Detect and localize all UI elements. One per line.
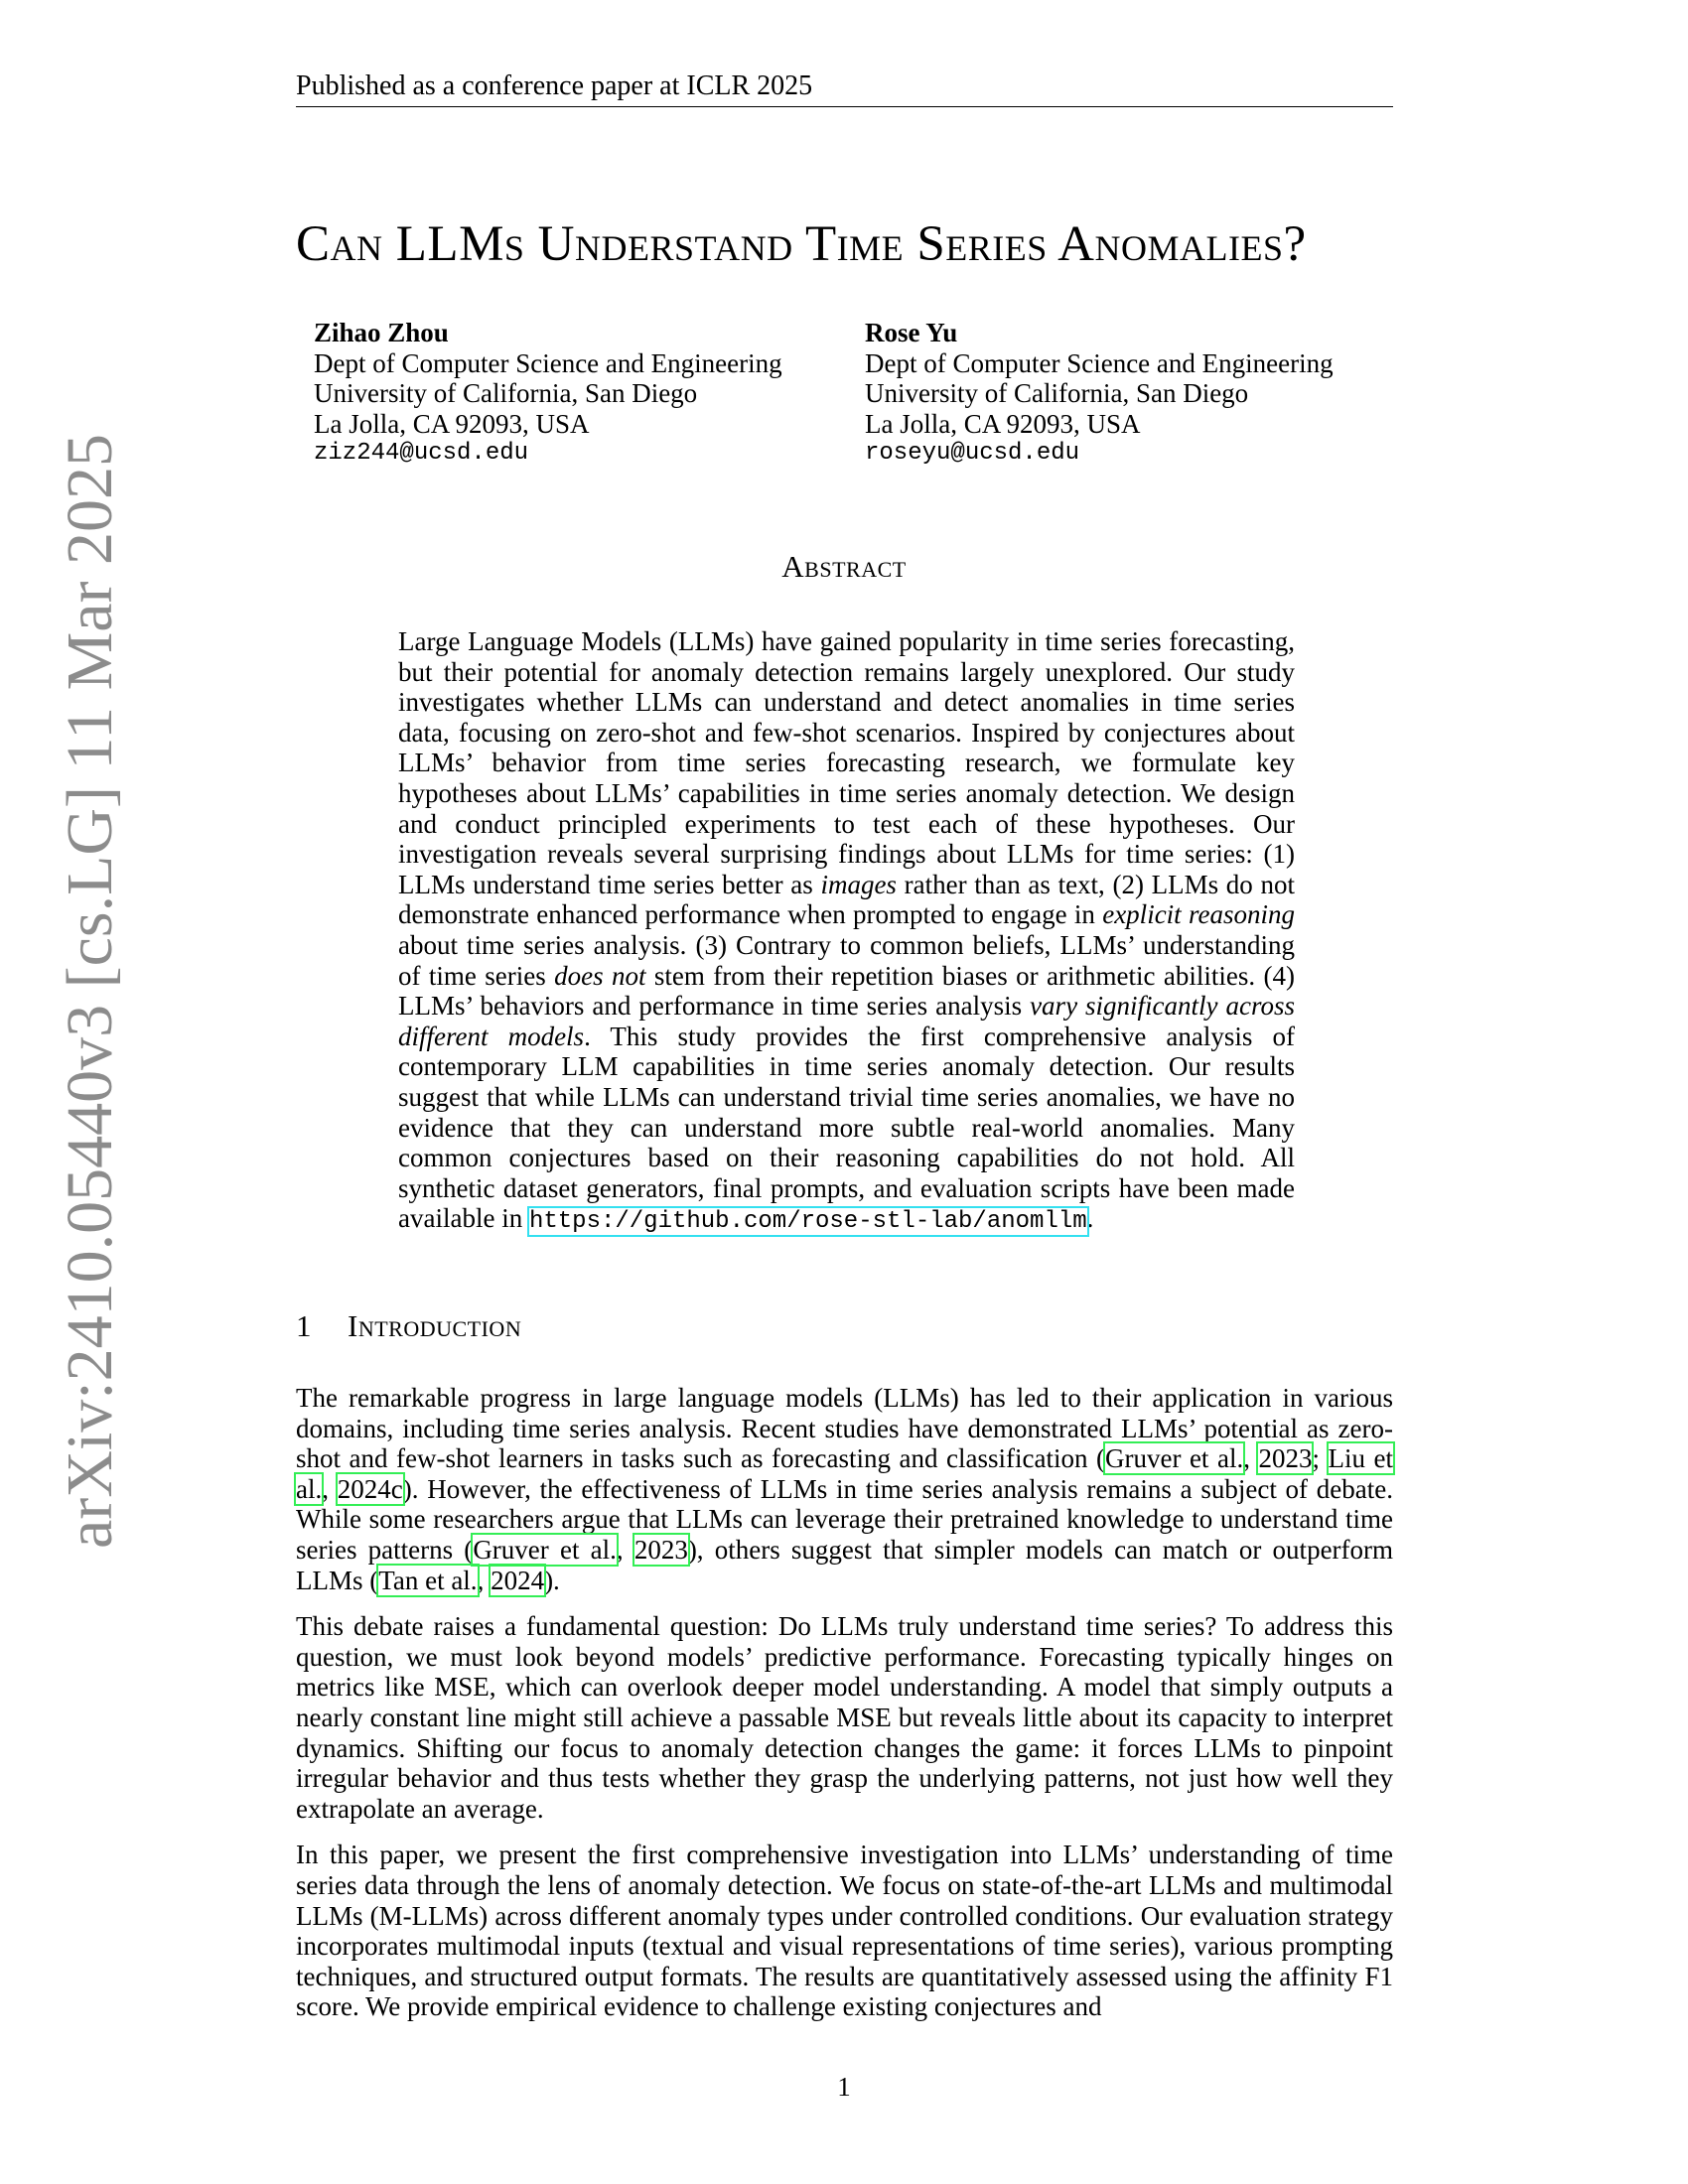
abstract-text: stem from their repetition biases or arithmetic abilities. (4) LLMs’ behaviors and performance in time series analysis [398, 960, 1295, 1022]
abstract-emphasis: vary significantly across different models [398, 991, 1295, 1051]
author-block-1 [314, 318, 782, 470]
citation-link[interactable]: Gruver et al. [473, 1534, 617, 1565]
citation-link[interactable]: Tan et al. [378, 1565, 478, 1595]
citation-link[interactable]: Liu et al. [296, 1443, 1394, 1504]
abstract-text: rather than as text, (2) LLMs do not demonstrate enhanced performance when prompted to engage in [398, 869, 1295, 930]
citation-link[interactable]: 2023 [1258, 1443, 1313, 1474]
author-name: Zihao Zhou [314, 318, 449, 347]
paragraph-text: , [477, 1565, 492, 1595]
abstract-text: about time series analysis. (3) Contrary to common beliefs, LLMs’ understanding of time series [398, 929, 1295, 991]
paper-title: Can LLMs Understand Time Series Anomalies? [296, 216, 1307, 272]
introduction-body [296, 1383, 1393, 2038]
paragraph-text: ). [544, 1565, 560, 1595]
author-address: La Jolla, CA 92093, USA [865, 408, 1141, 439]
section-heading-introduction [296, 1308, 521, 1344]
citation-link[interactable]: Gruver et al. [1104, 1443, 1244, 1474]
abstract-heading: Abstract [781, 549, 907, 584]
page-number: 1 [837, 2072, 851, 2102]
paragraph: This debate raises a fundamental question: Do LLMs truly understand time series? To address this question, we must look beyond models’ predictive performance. Forecasting typically hinges on metrics like MSE, which can overlook deeper model understanding. A model that simply outputs a nearly constant line might still achieve a passable MSE but reveals little about its capacity to interpret dynamics. Shifting our focus to anomaly detection changes the game: it forces LLMs to pinpoint irregular behavior and thus tests whether they grasp the underlying patterns, not just how well they extrapolate an average. [296, 1611, 1393, 1824]
paragraph-text: ). However, the effectiveness of LLMs in time series analysis remains a subject of debate. While some researchers argue that LLMs can leverage their pretrained knowledge to understand time series patterns ( [296, 1473, 1393, 1565]
paragraph-text: , [322, 1473, 338, 1504]
github-link[interactable]: https://github.com/rose-stl-lab/anomllm [528, 1208, 1087, 1236]
paragraph-text: The remarkable progress in large language models (LLMs) has led to their application in various domains, including time series analysis. Recent studies have demonstrated LLMs’ potential as zero-shot and few-shot learners in tasks such as forecasting and classification ( [296, 1383, 1393, 1474]
author-address: La Jolla, CA 92093, USA [314, 408, 590, 439]
section-title: Introduction [348, 1308, 522, 1343]
abstract-emphasis: explicit reasoning [1102, 899, 1295, 930]
abstract-emphasis: images [820, 869, 897, 899]
author-name: Rose Yu [865, 318, 958, 347]
citation-link[interactable]: 2023 [633, 1534, 688, 1565]
header-rule [296, 106, 1393, 107]
paragraph-text: ; [1312, 1443, 1329, 1474]
author-email: roseyu@ucsd.edu [865, 440, 1080, 467]
citation-link[interactable]: 2024 [491, 1565, 545, 1595]
citation-link[interactable]: 2024c [337, 1473, 403, 1504]
author-dept: Dept of Computer Science and Engineering [865, 347, 1334, 378]
abstract-text: . This study provides the first comprehensive analysis of contemporary LLM capabilities in time series anomaly detection. Our results suggest that while LLMs can understand trivial time series anomalies, we have no evidence that they can understand more subtle real-world anomalies. Many common conjectures based on their reasoning capabilities do not hold. All synthetic dataset generators, final prompts, and evaluation scripts have been made available in [398, 1021, 1295, 1234]
author-block-2 [865, 318, 1334, 470]
author-university: University of California, San Diego [314, 378, 698, 408]
paragraph: In this paper, we present the first comprehensive investigation into LLMs’ understanding of time series data through the lens of anomaly detection. We focus on state-of-the-art LLMs and multimodal LLMs (M-LLMs) across different anomaly types under controlled conditions. Our evaluation strategy incorporates multimodal inputs (textual and visual representations of time series), various prompting techniques, and structured output formats. The results are quantitatively assessed using the affinity F1 score. We provide empirical evidence to challenge existing conjectures and [296, 1840, 1393, 2022]
abstract-emphasis: does not [554, 960, 646, 991]
running-header: Published as a conference paper at ICLR 2025 [296, 70, 813, 101]
abstract-body [398, 626, 1295, 1238]
paragraph-text: ), others suggest that simpler models can match or outperform LLMs ( [296, 1534, 1394, 1595]
section-number: 1 [296, 1308, 312, 1343]
author-university: University of California, San Diego [865, 378, 1249, 408]
abstract-text: Large Language Models (LLMs) have gained popularity in time series forecasting, but their potential for anomaly detection remains largely unexplored. Our study investigates whether LLMs can understand and detect anomalies in time series data, focusing on zero-shot and few-shot scenarios. Inspired by conjectures about LLMs’ behavior from time series forecasting research, we formulate key hypotheses about LLMs’ capabilities in time series anomaly detection. We design and conduct principled experiments to test each of these hypotheses. Our investigation reveals several surprising findings about LLMs for time series: (1) LLMs understand time series better as [398, 626, 1295, 899]
author-dept: Dept of Computer Science and Engineering [314, 347, 782, 378]
arxiv-identifier-stamp: arXiv:2410.05440v3 [cs.LG] 11 Mar 2025 [54, 433, 126, 1549]
paragraph-text: , [1243, 1443, 1259, 1474]
paragraph-text: , [616, 1534, 634, 1565]
author-email: ziz244@ucsd.edu [314, 440, 529, 467]
paragraph [296, 1383, 1393, 1595]
abstract-text: . [1086, 1203, 1094, 1234]
